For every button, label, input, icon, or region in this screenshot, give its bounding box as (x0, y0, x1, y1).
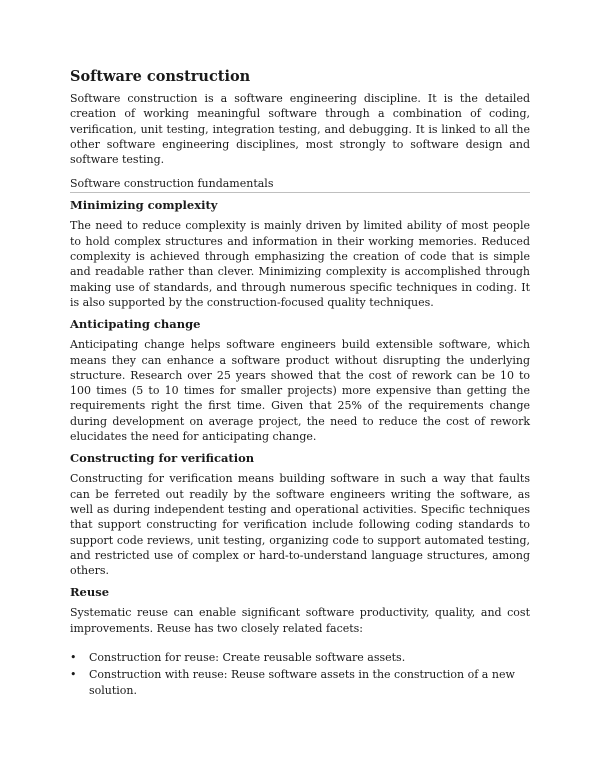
section-reuse (70, 584, 530, 697)
list-item-text: Construction for reuse: Create reusable software assets. (89, 651, 406, 665)
bullet-icon: • (70, 668, 77, 682)
fundamentals-heading: Software construction fundamentals (70, 177, 530, 193)
section-heading: Constructing for verification (70, 451, 255, 466)
section-body: The need to reduce complexity is mainly driven by limited ability of most people to hold complex structures and information in their working memories. Reduced complexity is achieved through emphasizing the creation of code that is simple and readable rather than clever. Minimizing complexity is accomplished through making use of standards, and through numerous specific techniques in coding. It is also supported by the construction-focused quality techniques. (70, 219, 530, 309)
list-item-text: Construction with reuse: Reuse software assets in the construction of a new solution. (89, 668, 515, 697)
page-title: Software construction (70, 68, 251, 85)
list-item (70, 667, 530, 698)
section-body: Systematic reuse can enable significant software productivity, quality, and cost improvements. Reuse has two closely related facets: (70, 606, 530, 635)
bullet-icon: • (70, 651, 77, 665)
section-constructing-for-verification (70, 450, 530, 578)
section-heading: Reuse (70, 585, 110, 600)
section-anticipating-change (70, 316, 530, 444)
section-heading: Minimizing complexity (70, 198, 218, 213)
section-minimizing-complexity (70, 197, 530, 310)
section-body: Constructing for verification means building software in such a way that faults can be ferreted out readily by the software engineers writing the software, as well as during independent testing and operational activities. Specific techniques that support constructing for verification include following coding standards to support code reviews, unit testing, organizing code to support automated testing, and restricted use of complex or hard-to-understand language structures, among others. (70, 472, 530, 578)
document-page (70, 68, 530, 704)
section-heading: Anticipating change (70, 317, 201, 332)
section-body: Anticipating change helps software engineers build extensible software, which means they can enhance a software product without disrupting the underlying structure. Research over 25 years showed that the cost of rework can be 10 to 100 times (5 to 10 times for smaller projects) more expensive than getting the requirements right the first time. Given that 25% of the requirements change during development on average project, the need to reduce the cost of rework elucidates the need for anticipating change. (70, 338, 530, 444)
intro-paragraph: Software construction is a software engineering discipline. It is the detailed creation of working meaningful software through a combination of coding, verification, unit testing, integration testing, and debugging. It is linked to all the other software engineering disciplines, most strongly to software design and software testing. (70, 92, 530, 167)
reuse-list (70, 650, 530, 698)
list-item (70, 650, 530, 665)
